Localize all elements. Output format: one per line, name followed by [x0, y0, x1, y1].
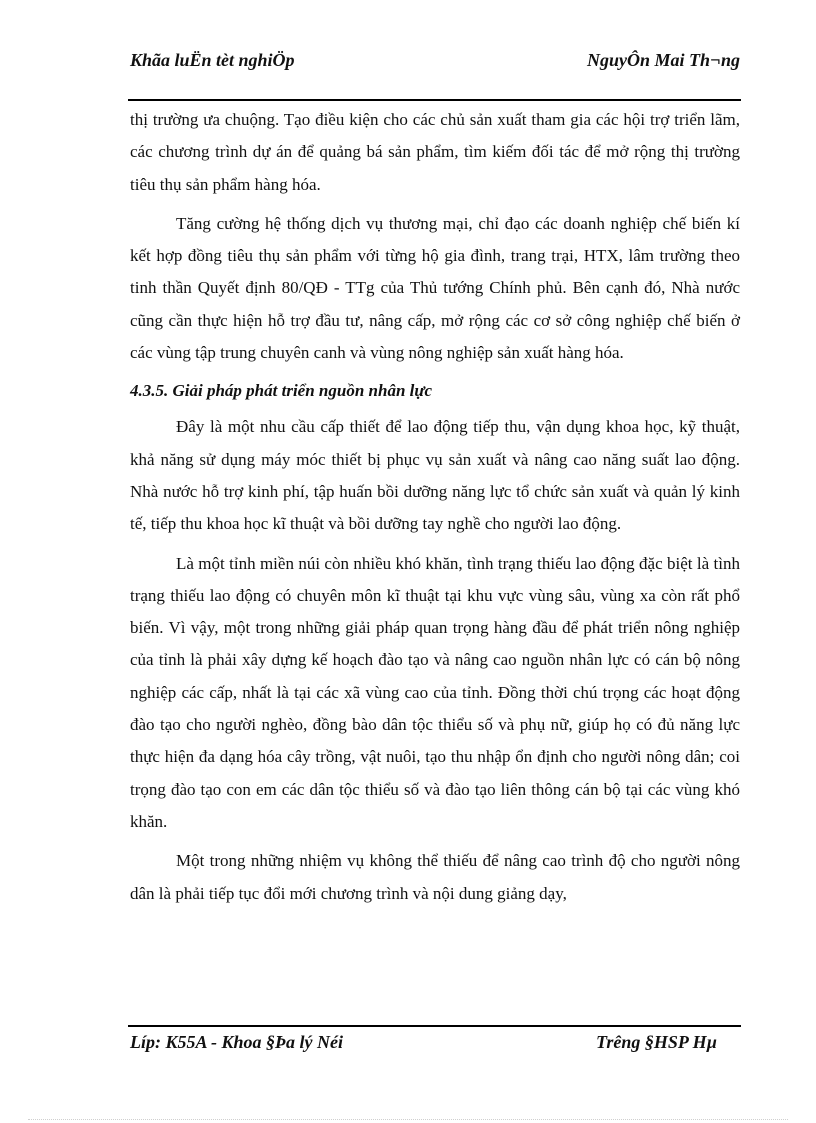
- paragraph-market: thị trường ưa chuộng. Tạo điều kiện cho các chủ sản xuất tham gia các hội trợ triển lãm, các chương trình dự án để quảng bá sản phẩm, tìm kiếm đối tác để mở rộng thị trường tiêu thụ sản phẩm hàng hóa.: [130, 110, 740, 194]
- header-rule: [128, 99, 741, 101]
- paragraph-mountain-province: Là một tỉnh miền núi còn nhiều khó khăn, tình trạng thiếu lao động đặc biệt là tình trạng thiếu lao động có chuyên môn kĩ thuật tại khu vực vùng sâu, vùng xa còn rất phổ biến. Vì vậy, một trong những giải pháp quan trọng hàng đầu để phát triển nông nghiệp của tỉnh là phải xây dựng kế hoạch đào tạo và nâng cao nguồn nhân lực có cán bộ nông nghiệp các cấp, nhất là tại các xã vùng cao của tỉnh. Đồng thời chú trọng các hoạt động đào tạo cho người nghèo, đồng bào dân tộc thiểu số và phụ nữ, giúp họ có đủ năng lực thực hiện đa dạng hóa cây trồng, vật nuôi, tạo thu nhập ổn định cho người nông dân; coi trọng đào tạo con em các dân tộc thiểu số và đào tạo liên thông cán bộ tại các vùng khó khăn.: [130, 553, 740, 831]
- page-content: [130, 104, 740, 910]
- paragraph-trade-services: Tăng cường hệ thống dịch vụ thương mại, chỉ đạo các doanh nghiệp chế biến kí kết hợp đồng tiêu thụ sản phẩm với từng hộ gia đình, trang trại, HTX, lâm trường theo tinh thần Quyết định 80/QĐ - TTg của Thủ tướng Chính phủ. Bên cạnh đó, Nhà nước cũng cần thực hiện hỗ trợ đầu tư, nâng cấp, mở rộng các cơ sở công nghiệp chế biến ở các vùng tập trung chuyên canh và vùng nông nghiệp sản xuất hàng hóa.: [130, 213, 740, 363]
- page-edge-divider: [28, 1119, 788, 1120]
- paragraph-training-need: Đây là một nhu cầu cấp thiết để lao động tiếp thu, vận dụng khoa học, kỹ thuật, khả năng sử dụng máy móc thiết bị phục vụ sản xuất và nâng cao năng suất lao động. Nhà nước hỗ trợ kinh phí, tập huấn bồi dưỡng năng lực tổ chức sản xuất và quản lý kinh tế, tiếp thu khoa học kĩ thuật và bồi dưỡng tay nghề cho người lao động.: [130, 417, 740, 534]
- paragraph-farmer-education: Một trong những nhiệm vụ không thể thiếu để nâng cao trình độ cho người nông dân là phải tiếp tục đổi mới chương trình và nội dung giảng dạy,: [130, 851, 740, 903]
- header-title: Khãa luËn tèt nghiÖp: [130, 50, 295, 70]
- footer-school: Trêng §HSP Hµ: [596, 1032, 718, 1052]
- footer-rule: [128, 1025, 741, 1027]
- footer-class: Líp: K55A - Khoa §Þa lý Néi: [130, 1032, 343, 1052]
- section-heading: 4.3.5. Giải pháp phát triển nguồn nhân lực: [130, 381, 433, 401]
- header-author: NguyÔn Mai Th¬ng: [587, 50, 740, 70]
